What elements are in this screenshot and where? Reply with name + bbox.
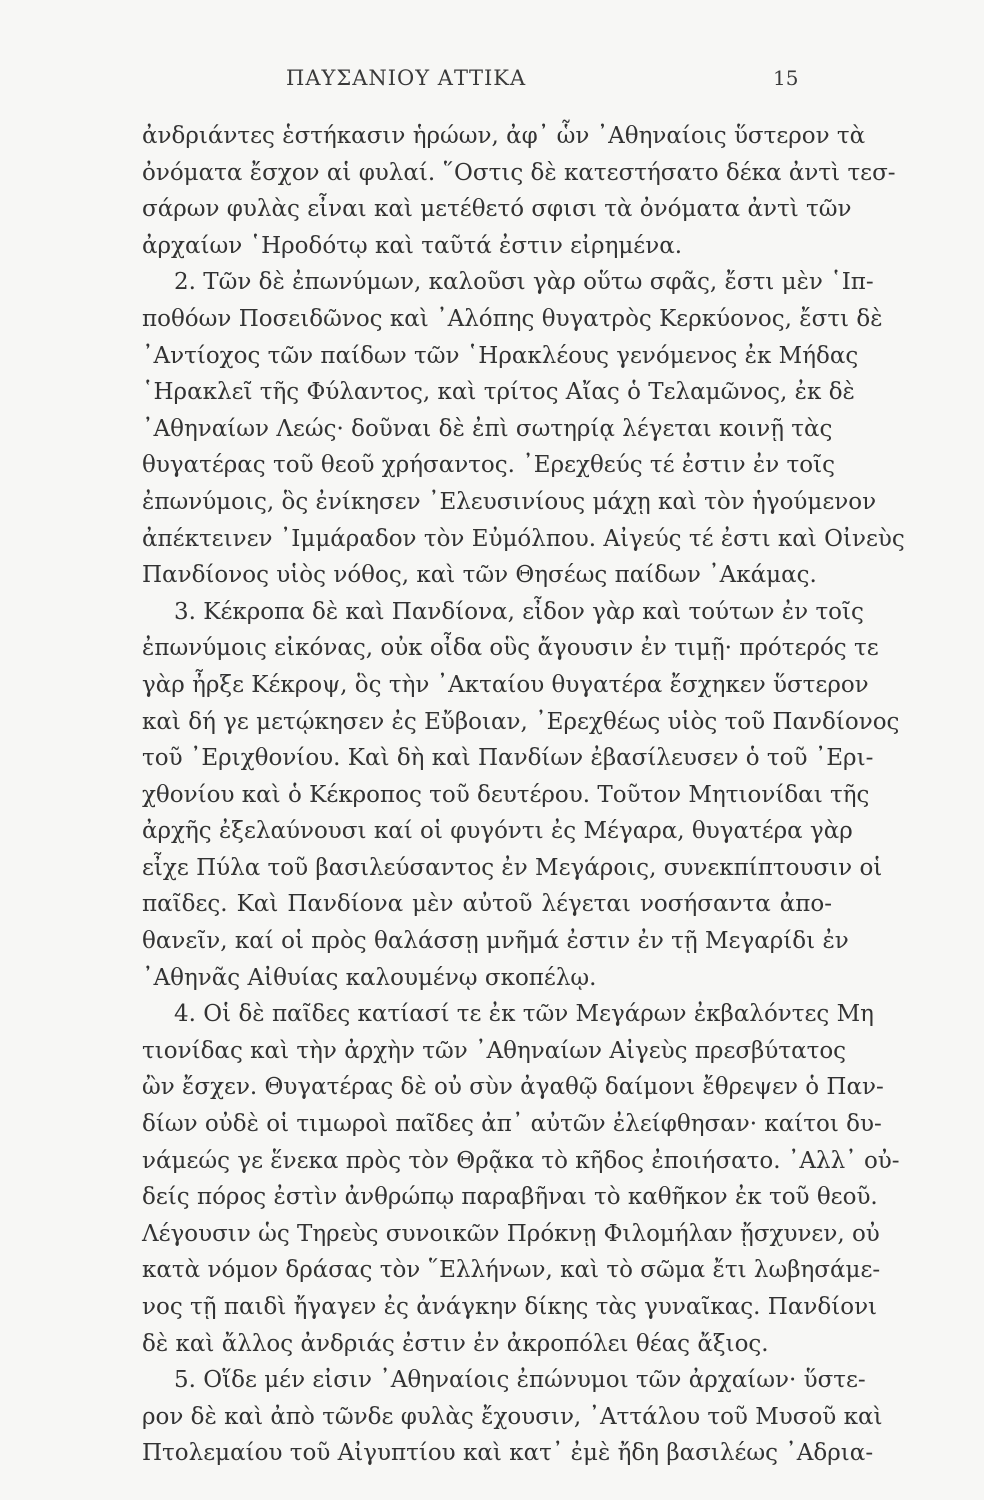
section-5-start: 5. Οἵδε μέν εἰσιν ᾽Αθηναίοις ἐπώνυμοι τῶν ἀρχαίων· ὕστε- xyxy=(174,1367,866,1394)
text-line: δείς πόρος ἐστὶν ἀνθρώπῳ παραβῆναι τὸ καθῆκον ἐκ τοῦ θεοῦ. xyxy=(142,1184,878,1211)
body-text xyxy=(142,118,905,1472)
text-line: γὰρ ἦρξε Κέκροψ, ὃς τὴν ᾽Ακταίου θυγατέρα ἔσχηκεν ὕστερον xyxy=(142,671,869,698)
text-line: παῖδες. Καὶ Πανδίονα μὲν αὐτοῦ λέγεται νοσήσαντα ἀπο- xyxy=(142,891,832,918)
text-line: τιονίδας καὶ τὴν ἀρχὴν τῶν ᾽Αθηναίων Αἰγεὺς πρεσβύτατος xyxy=(142,1037,847,1064)
text-line: χθονίου καὶ ὁ Κέκροπος τοῦ δευτέρου. Τοῦτον Μητιονίδαι τῆς xyxy=(142,781,870,808)
text-line: δὲ καὶ ἄλλος ἀνδριάς ἐστιν ἐν ἀκροπόλει θέας ἄξιος. xyxy=(142,1330,769,1357)
text-line: Πτολεμαίου τοῦ Αἰγυπτίου καὶ κατ᾽ ἐμὲ ἤδη βασιλέως ᾽Αδρια- xyxy=(142,1440,874,1467)
text-line: ἀρχῆς ἐξελαύνουσι καί οἱ φυγόντι ἐς Μέγαρα, θυγατέρα γὰρ xyxy=(142,818,853,845)
text-line: ρον δὲ καὶ ἀπὸ τῶνδε φυλὰς ἔχουσιν, ᾽Αττάλου τοῦ Μυσοῦ καὶ xyxy=(142,1403,883,1430)
running-head xyxy=(0,66,984,98)
section-3-start: 3. Κέκροπα δὲ καὶ Πανδίονα, εἶδον γὰρ καὶ τούτων ἐν τοῖς xyxy=(174,598,864,625)
text-line: νάμεώς γε ἕνεκα πρὸς τὸν Θρᾷκα τὸ κῆδος ἐποιήσατο. ᾽Αλλ᾽ οὐ- xyxy=(142,1147,900,1174)
running-title: ΠΑΥΣΑΝΙΟΥ ΑΤΤΙΚΑ xyxy=(286,66,527,90)
text-line: νος τῇ παιδὶ ἤγαγεν ἐς ἀνάγκην δίκης τὰς γυναῖκας. Πανδίονι xyxy=(142,1294,878,1320)
text-line: ᾽Αντίοχος τῶν παίδων τῶν ῾Ηρακλέους γενόμενος ἐκ Μήδας xyxy=(142,342,859,369)
text-line: ᾽Αθηνᾶς Αἰθυίας καλουμένῳ σκοπέλῳ. xyxy=(142,964,597,991)
text-line: ἐπωνύμοις, ὃς ἐνίκησεν ᾽Ελευσινίους μάχῃ καὶ τὸν ἡγούμενον xyxy=(142,488,877,515)
text-line: εἶχε Πύλα τοῦ βασιλεύσαντος ἐν Μεγάροις, συνεκπίπτουσιν οἱ xyxy=(142,854,883,881)
text-line: καὶ δή γε μετῴκησεν ἐς Εὔβοιαν, ᾽Ερεχθέως υἱὸς τοῦ Πανδίονος xyxy=(142,708,900,735)
text-line: κατὰ νόμον δράσας τὸν ῞Ελλήνων, καὶ τὸ σῶμα ἔτι λωβησάμε- xyxy=(142,1257,881,1284)
section-4-start: 4. Οἱ δὲ παῖδες κατίασί τε ἐκ τῶν Μεγάρων ἐκβαλόντες Μη xyxy=(174,1001,874,1028)
text-line: ῾Ηρακλεῖ τῆς Φύλαντος, καὶ τρίτος Αἴας ὁ Τελαμῶνος, ἐκ δὲ xyxy=(142,379,855,406)
text-line: τοῦ ᾽Εριχθονίου. Καὶ δὴ καὶ Πανδίων ἐβασίλευσεν ὁ τοῦ ᾽Ερι- xyxy=(142,745,874,772)
text-line: Πανδίονος υἱὸς νόθος, καὶ τῶν Θησέως παίδων ᾽Ακάμας. xyxy=(142,562,817,589)
text-line: ἀνδριάντες ἑστήκασιν ἡρώων, ἀφ᾽ ὧν ᾽Αθηναίοις ὕστερον τὰ xyxy=(142,123,866,149)
text-line: Λέγουσιν ὡς Τηρεὺς συνοικῶν Πρόκνῃ Φιλομήλαν ᾔσχυνεν, οὐ xyxy=(142,1220,880,1247)
text-line: ὀνόματα ἔσχον αἱ φυλαί. ῞Οστις δὲ κατεστήσατο δέκα ἀντὶ τεσ- xyxy=(142,159,896,186)
text-line: ἐπωνύμοις εἰκόνας, οὐκ οἶδα οὓς ἄγουσιν ἐν τιμῇ· πρότερός τε xyxy=(142,635,879,662)
section-2-start: 2. Τῶν δὲ ἐπωνύμων, καλοῦσι γὰρ οὕτω σφᾶς, ἔστι μὲν ῾Ιπ- xyxy=(174,269,874,296)
text-line: θυγατέρας τοῦ θεοῦ χρήσαντος. ᾽Ερεχθεύς τέ ἐστιν ἐν τοῖς xyxy=(142,452,836,479)
page-number: 15 xyxy=(773,66,799,90)
text-line: θανεῖν, καί οἱ πρὸς θαλάσσῃ μνῆμά ἐστιν ἐν τῇ Μεγαρίδι ἐν xyxy=(142,928,849,955)
text-line: ποθόων Ποσειδῶνος καὶ ᾽Αλόπης θυγατρὸς Κερκύονος, ἔστι δὲ xyxy=(142,305,883,332)
text-line: ὢν ἔσχεν. Θυγατέρας δὲ οὐ σὺν ἀγαθῷ δαίμονι ἔθρεψεν ὁ Παν- xyxy=(142,1074,884,1101)
text-line: σάρων φυλὰς εἶναι καὶ μετέθετό σφισι τὰ ὀνόματα ἀντὶ τῶν xyxy=(142,196,852,223)
text-line: ἀρχαίων ῾Ηροδότῳ καὶ ταῦτά ἐστιν εἰρημένα. xyxy=(142,232,683,259)
text-line: ᾽Αθηναίων Λεώς· δοῦναι δὲ ἐπὶ σωτηρίᾳ λέγεται κοινῇ τὰς xyxy=(142,415,833,442)
text-line: δίων οὐδὲ οἱ τιμωροὶ παῖδες ἀπ᾽ αὐτῶν ἐλείφθησαν· καίτοι δυ- xyxy=(142,1111,882,1138)
text-line: ἀπέκτεινεν ᾽Ιμμάραδον τὸν Εὐμόλπου. Αἰγεύς τέ ἐστι καὶ Οἰνεὺς xyxy=(142,525,905,552)
